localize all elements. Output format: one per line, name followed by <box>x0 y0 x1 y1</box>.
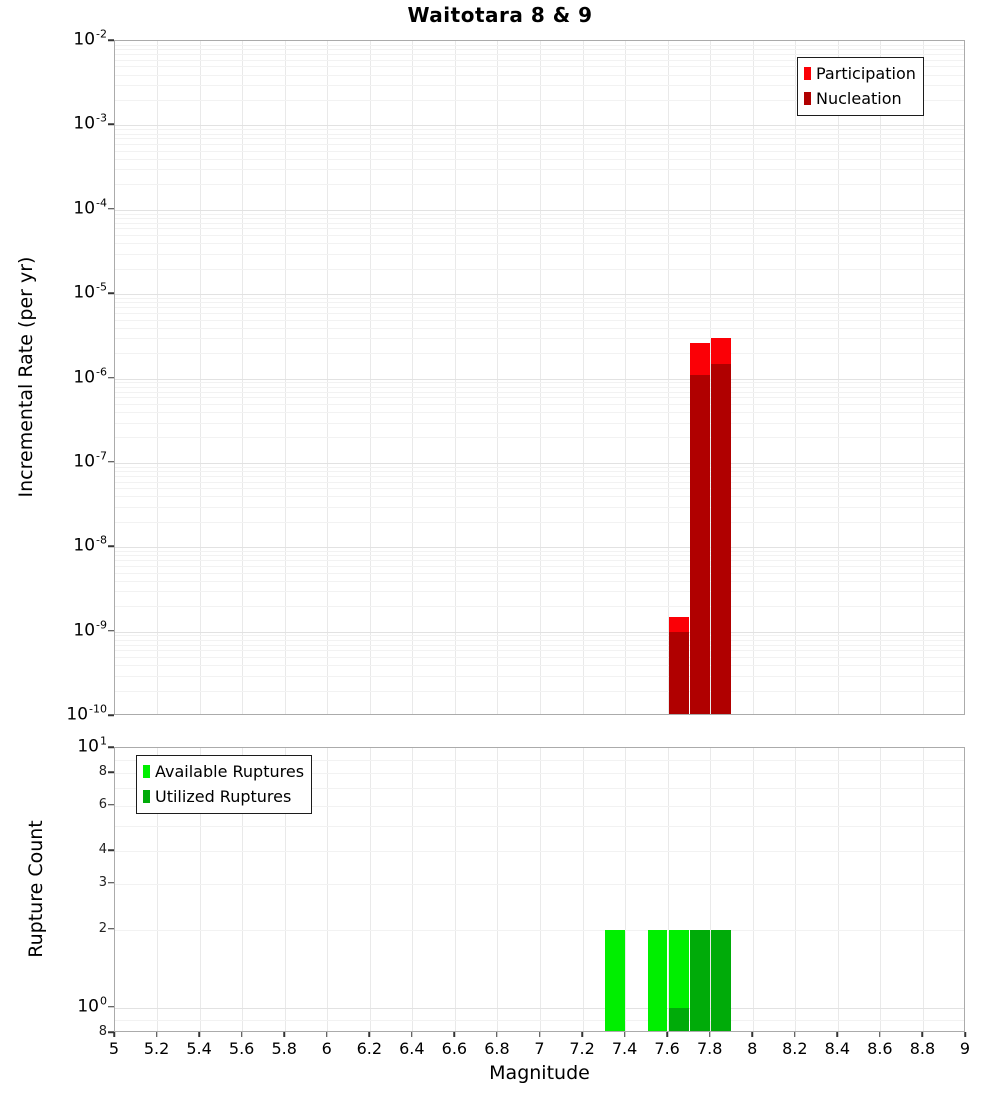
minor-gridline <box>115 635 964 636</box>
vertical-gridline <box>327 41 328 714</box>
vertical-gridline <box>370 41 371 714</box>
vertical-gridline <box>795 748 796 1031</box>
vertical-gridline <box>753 748 754 1031</box>
x-tick-label: 8.4 <box>824 1039 851 1058</box>
rate-y-axis-label: Incremental Rate (per yr) <box>15 256 37 498</box>
minor-gridline <box>115 467 964 468</box>
vertical-gridline <box>753 41 754 714</box>
vertical-gridline <box>838 748 839 1031</box>
y-tick-mark <box>108 377 114 379</box>
vertical-gridline <box>540 41 541 714</box>
x-tick-mark <box>156 1032 158 1037</box>
minor-gridline <box>115 254 964 255</box>
y-tick-label: $10^{-2}$ <box>73 27 107 50</box>
x-tick-label: 6 <box>321 1039 332 1058</box>
page-title: Waitotara 8 & 9 <box>407 3 593 27</box>
vertical-gridline <box>455 748 456 1031</box>
y-tick-mark <box>108 546 114 548</box>
available-ruptures-bar <box>648 930 668 1032</box>
minor-gridline <box>115 884 964 885</box>
legend-item <box>143 784 304 809</box>
x-tick-mark <box>241 1032 243 1037</box>
vertical-gridline <box>412 41 413 714</box>
minor-gridline <box>115 382 964 383</box>
minor-gridline <box>115 471 964 472</box>
minor-gridline <box>115 423 964 424</box>
x-tick-label: 5.8 <box>271 1039 297 1058</box>
x-tick-mark <box>454 1032 456 1037</box>
x-tick-mark <box>198 1032 200 1037</box>
major-gridline <box>115 463 964 464</box>
minor-gridline <box>115 138 964 139</box>
minor-gridline <box>115 307 964 308</box>
major-gridline <box>115 125 964 126</box>
y-tick-mark <box>108 746 114 748</box>
vertical-gridline <box>880 748 881 1031</box>
vertical-gridline <box>795 41 796 714</box>
minor-gridline <box>115 404 964 405</box>
minor-gridline <box>115 566 964 567</box>
minor-gridline <box>115 507 964 508</box>
vertical-gridline <box>200 41 201 714</box>
minor-gridline <box>115 551 964 552</box>
x-tick-label: 5.2 <box>143 1039 170 1058</box>
y-tick-mark <box>108 39 114 41</box>
minor-gridline <box>115 930 964 931</box>
minor-gridline <box>115 353 964 354</box>
legend-item <box>804 61 916 86</box>
y-tick-label: $10^{-5}$ <box>73 280 107 303</box>
minor-gridline <box>115 645 964 646</box>
minor-gridline <box>115 243 964 244</box>
x-tick-label: 6.2 <box>356 1039 383 1058</box>
minor-gridline <box>115 151 964 152</box>
minor-gridline <box>115 591 964 592</box>
y-tick-mark <box>108 208 114 210</box>
minor-gridline <box>115 134 964 135</box>
x-tick-mark <box>709 1032 711 1037</box>
legend-item <box>143 759 304 784</box>
x-tick-label: 7 <box>534 1039 545 1058</box>
vertical-gridline <box>625 748 626 1031</box>
minor-gridline <box>115 573 964 574</box>
y-tick-label: $10^{-6}$ <box>73 365 107 388</box>
minor-gridline <box>115 606 964 607</box>
x-tick-label: 8 <box>747 1039 758 1058</box>
minor-gridline <box>115 54 964 55</box>
minor-gridline <box>115 302 964 303</box>
x-tick-mark <box>496 1032 498 1037</box>
minor-gridline <box>115 144 964 145</box>
y-tick-mark <box>108 882 114 884</box>
minor-gridline <box>115 228 964 229</box>
rate-legend <box>797 57 924 116</box>
legend-item <box>804 86 916 111</box>
y-tick-mark <box>108 1006 114 1008</box>
x-tick-mark <box>794 1032 796 1037</box>
vertical-gridline <box>880 41 881 714</box>
y-tick-label: 8 <box>98 1024 107 1040</box>
minor-gridline <box>115 482 964 483</box>
x-tick-mark <box>964 1032 966 1037</box>
utilized-ruptures-bar <box>690 930 710 1032</box>
y-tick-label: $10^0$ <box>77 994 107 1017</box>
y-tick-label: 3 <box>98 875 107 891</box>
x-tick-mark <box>624 1032 626 1037</box>
minor-gridline <box>115 338 964 339</box>
minor-gridline <box>115 269 964 270</box>
y-tick-mark <box>108 771 114 773</box>
vertical-gridline <box>327 748 328 1031</box>
minor-gridline <box>115 392 964 393</box>
x-tick-label: 5.6 <box>228 1039 255 1058</box>
minor-gridline <box>115 560 964 561</box>
minor-gridline <box>115 320 964 321</box>
x-tick-label: 7.4 <box>611 1039 638 1058</box>
x-tick-mark <box>539 1032 541 1037</box>
legend-label: Participation <box>816 64 916 83</box>
legend-label: Available Ruptures <box>155 762 305 781</box>
x-tick-label: 9 <box>959 1039 971 1058</box>
minor-gridline <box>115 214 964 215</box>
y-tick-label: $10^{-8}$ <box>73 533 107 556</box>
count-y-axis-label: Rupture Count <box>25 820 47 958</box>
y-tick-mark <box>108 630 114 632</box>
minor-gridline <box>115 45 964 46</box>
minor-gridline <box>115 522 964 523</box>
minor-gridline <box>115 851 964 852</box>
x-tick-mark <box>113 1032 115 1037</box>
minor-gridline <box>115 581 964 582</box>
x-axis-label: Magnitude <box>489 1062 590 1084</box>
vertical-gridline <box>285 41 286 714</box>
x-tick-label: 7.2 <box>569 1039 595 1058</box>
vertical-gridline <box>583 41 584 714</box>
y-tick-mark <box>108 714 114 716</box>
participation-legend-marker <box>804 67 811 80</box>
major-gridline <box>115 294 964 295</box>
minor-gridline <box>115 412 964 413</box>
y-tick-label: 2 <box>98 920 107 936</box>
major-gridline <box>115 210 964 211</box>
utilized-ruptures-bar <box>669 1008 689 1032</box>
x-tick-mark <box>369 1032 371 1037</box>
y-tick-label: 4 <box>98 842 107 858</box>
minor-gridline <box>115 650 964 651</box>
y-tick-mark <box>108 804 114 806</box>
y-tick-mark <box>108 928 114 930</box>
nucleation-legend-marker <box>804 92 811 105</box>
available-ruptures-legend-marker <box>143 765 150 778</box>
minor-gridline <box>115 555 964 556</box>
major-gridline <box>115 379 964 380</box>
vertical-gridline <box>625 41 626 714</box>
available-ruptures-bar <box>605 930 625 1032</box>
vertical-gridline <box>923 748 924 1031</box>
minor-gridline <box>115 657 964 658</box>
minor-gridline <box>115 476 964 477</box>
vertical-gridline <box>370 748 371 1031</box>
nucleation-bar <box>690 375 710 715</box>
y-tick-mark <box>108 124 114 126</box>
legend-label: Utilized Ruptures <box>155 787 292 806</box>
major-gridline <box>115 632 964 633</box>
y-tick-label: $10^1$ <box>77 734 107 757</box>
vertical-gridline <box>497 748 498 1031</box>
y-tick-label: $10^{-3}$ <box>73 111 107 134</box>
utilized-ruptures-legend-marker <box>143 790 150 803</box>
minor-gridline <box>115 387 964 388</box>
vertical-gridline <box>455 41 456 714</box>
minor-gridline <box>115 397 964 398</box>
x-tick-label: 5 <box>108 1039 120 1058</box>
minor-gridline <box>115 665 964 666</box>
x-tick-mark <box>581 1032 583 1037</box>
nucleation-bar <box>711 364 731 715</box>
utilized-ruptures-bar <box>711 930 731 1032</box>
y-tick-label: $10^{-9}$ <box>73 618 107 641</box>
minor-gridline <box>115 159 964 160</box>
x-tick-mark <box>879 1032 881 1037</box>
minor-gridline <box>115 218 964 219</box>
vertical-gridline <box>157 41 158 714</box>
x-tick-label: 6.6 <box>441 1039 468 1058</box>
minor-gridline <box>115 1020 964 1021</box>
minor-gridline <box>115 676 964 677</box>
x-tick-label: 7.6 <box>654 1039 680 1058</box>
vertical-gridline <box>923 41 924 714</box>
y-tick-mark <box>108 850 114 852</box>
x-tick-mark <box>326 1032 328 1037</box>
minor-gridline <box>115 49 964 50</box>
minor-gridline <box>115 826 964 827</box>
minor-gridline <box>115 691 964 692</box>
minor-gridline <box>115 496 964 497</box>
x-tick-label: 6.8 <box>484 1039 510 1058</box>
x-tick-mark <box>666 1032 668 1037</box>
x-tick-label: 6.4 <box>399 1039 425 1058</box>
legend-label: Nucleation <box>816 89 902 108</box>
minor-gridline <box>115 169 964 170</box>
minor-gridline <box>115 328 964 329</box>
minor-gridline <box>115 313 964 314</box>
vertical-gridline <box>497 41 498 714</box>
vertical-gridline <box>838 41 839 714</box>
x-tick-label: 7.8 <box>696 1039 723 1058</box>
minor-gridline <box>115 223 964 224</box>
minor-gridline <box>115 235 964 236</box>
x-tick-label: 5.4 <box>186 1039 212 1058</box>
major-gridline <box>115 1008 964 1009</box>
y-tick-mark <box>108 461 114 463</box>
minor-gridline <box>115 488 964 489</box>
vertical-gridline <box>412 748 413 1031</box>
minor-gridline <box>115 129 964 130</box>
y-tick-label: $10^{-4}$ <box>73 196 107 219</box>
minor-gridline <box>115 640 964 641</box>
x-tick-label: 8.8 <box>909 1039 936 1058</box>
vertical-gridline <box>540 748 541 1031</box>
x-tick-mark <box>411 1032 413 1037</box>
count-legend <box>136 755 312 814</box>
minor-gridline <box>115 298 964 299</box>
vertical-gridline <box>668 41 669 714</box>
y-tick-label: 8 <box>98 764 107 780</box>
y-tick-label: $10^{-7}$ <box>73 449 107 472</box>
x-tick-mark <box>752 1032 754 1037</box>
x-tick-mark <box>922 1032 924 1037</box>
x-tick-label: 8.6 <box>867 1039 893 1058</box>
minor-gridline <box>115 437 964 438</box>
major-gridline <box>115 547 964 548</box>
rate-plot-area <box>114 40 965 715</box>
nucleation-bar <box>669 632 689 715</box>
x-tick-mark <box>837 1032 839 1037</box>
x-tick-mark <box>283 1032 285 1037</box>
vertical-gridline <box>242 41 243 714</box>
y-tick-label: $10^{-10}$ <box>66 702 107 725</box>
x-tick-label: 8.2 <box>782 1039 808 1058</box>
y-tick-label: 6 <box>98 796 107 812</box>
vertical-gridline <box>583 748 584 1031</box>
minor-gridline <box>115 184 964 185</box>
y-tick-mark <box>108 292 114 294</box>
